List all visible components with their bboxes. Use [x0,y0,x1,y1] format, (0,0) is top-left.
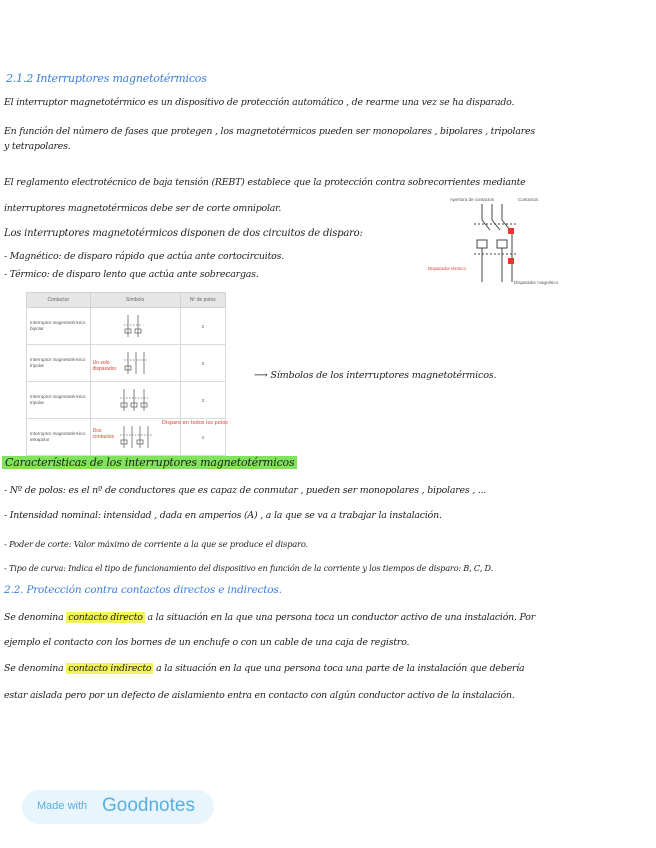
made-with-goodnotes-badge[interactable] [22,790,214,824]
symbol-cell [90,345,180,382]
table-row [27,382,226,419]
badge-made-with: Made with [37,800,88,812]
breaker-symbol-icon [94,383,174,417]
note-line: - Intensidad nominal: intensidad , dada en amperios (A) , a la que se va a trabajar la instalación. [4,510,442,521]
table-header: Contactor [27,293,91,308]
note-line: y tetrapolares. [4,141,71,152]
diagram-label: Contactos [518,197,539,202]
note-line: interruptores magnetotérmicos debe ser de corte omnipolar. [4,203,282,214]
note-line: estar aislada pero por un defecto de aislamiento entra en contacto con algún conductor activo de la instalación. [4,690,515,701]
table-row [27,345,226,382]
note-line: - Magnético: de disparo rápido que actúa ante cortocircuitos. [4,251,284,262]
table-cell: 3 [180,382,225,419]
note-line: - Nº de polos: es el nº de conductores que es capaz de conmutar , pueden ser monopolares , bipolares , ... [4,485,487,496]
section-heading: 2.1.2 Interruptores magnetotérmicos [6,72,207,85]
breaker-symbol-icon [94,309,174,343]
badge-brand: Goodnotes [102,795,195,816]
diagram-label: Disparador térmico [428,266,467,271]
red-annotation: Un solo disparador [92,360,117,372]
table-header: Nº de polos [180,293,225,308]
table-cell: Interruptor magnetotérmico tetrapolar [27,419,91,456]
diagram-label: Apertura de contactos [450,197,495,202]
diagram-label: Disparador magnético [514,280,559,285]
highlight-term: contacto indirecto [68,663,152,674]
note-line: - Térmico: de disparo lento que actúa ante sobrecargas. [4,269,259,280]
table-cell: Interruptor magnetotérmico bipolar [27,308,91,345]
note-line: En función del número de fases que protegen , los magnetotérmicos pueden ser monopolares , bipolares , tripolares [4,126,535,137]
table-cell: 2 [180,308,225,345]
breaker-diagram [422,192,559,294]
note-line: - Tipo de curva: Indica el tipo de funcionamiento del dispositivo en función de la corriente y los tiempos de disparo: B, C, D. [4,563,493,573]
table-cell: Interruptor magnetotérmico tripolar [27,345,91,382]
note-line: Se denomina contacto indirecto a la situación en la que una persona toca una parte de la instalación que debería [4,663,525,674]
table-header: Símbolo [90,293,180,308]
red-annotation: Dos contactos [92,428,115,440]
note-line: Los interruptores magnetotérmicos disponen de dos circuitos de disparo: [4,228,363,239]
note-line: El reglamento electrotécnico de baja tensión (REBT) establece que la protección contra sobrecorrientes mediante [4,177,526,188]
note-line: El interruptor magnetotérmico es un dispositivo de protección automático , de rearme una vez se ha disparado. [4,97,515,108]
symbols-table [26,292,226,456]
note-line: Se denomina contacto directo a la situación en la que una persona toca un conductor activo de una instalación. Por [4,612,536,623]
red-annotation: Disparo en todos los polos [162,420,228,426]
symbol-cell [90,382,180,419]
note-line: ejemplo el contacto con los bornes de un enchufe o con un cable de una caja de registro. [4,637,410,648]
characteristics-heading: Características de los interruptores magnetotérmicos [2,456,297,469]
table-cell: 3 [180,345,225,382]
note-line: - Poder de corte: Valor máximo de corriente a la que se produce el disparo. [4,539,309,549]
symbols-note: ⟶ Símbolos de los interruptores magnetotérmicos. [254,370,497,381]
highlight-term: contacto directo [68,612,143,623]
table-row [27,308,226,345]
table-cell: 4 [180,419,225,456]
section-heading: 2.2. Protección contra contactos directos e indirectos. [4,584,282,596]
symbol-cell [90,308,180,345]
table-cell: Interruptor magnetotérmico tripolar [27,382,91,419]
